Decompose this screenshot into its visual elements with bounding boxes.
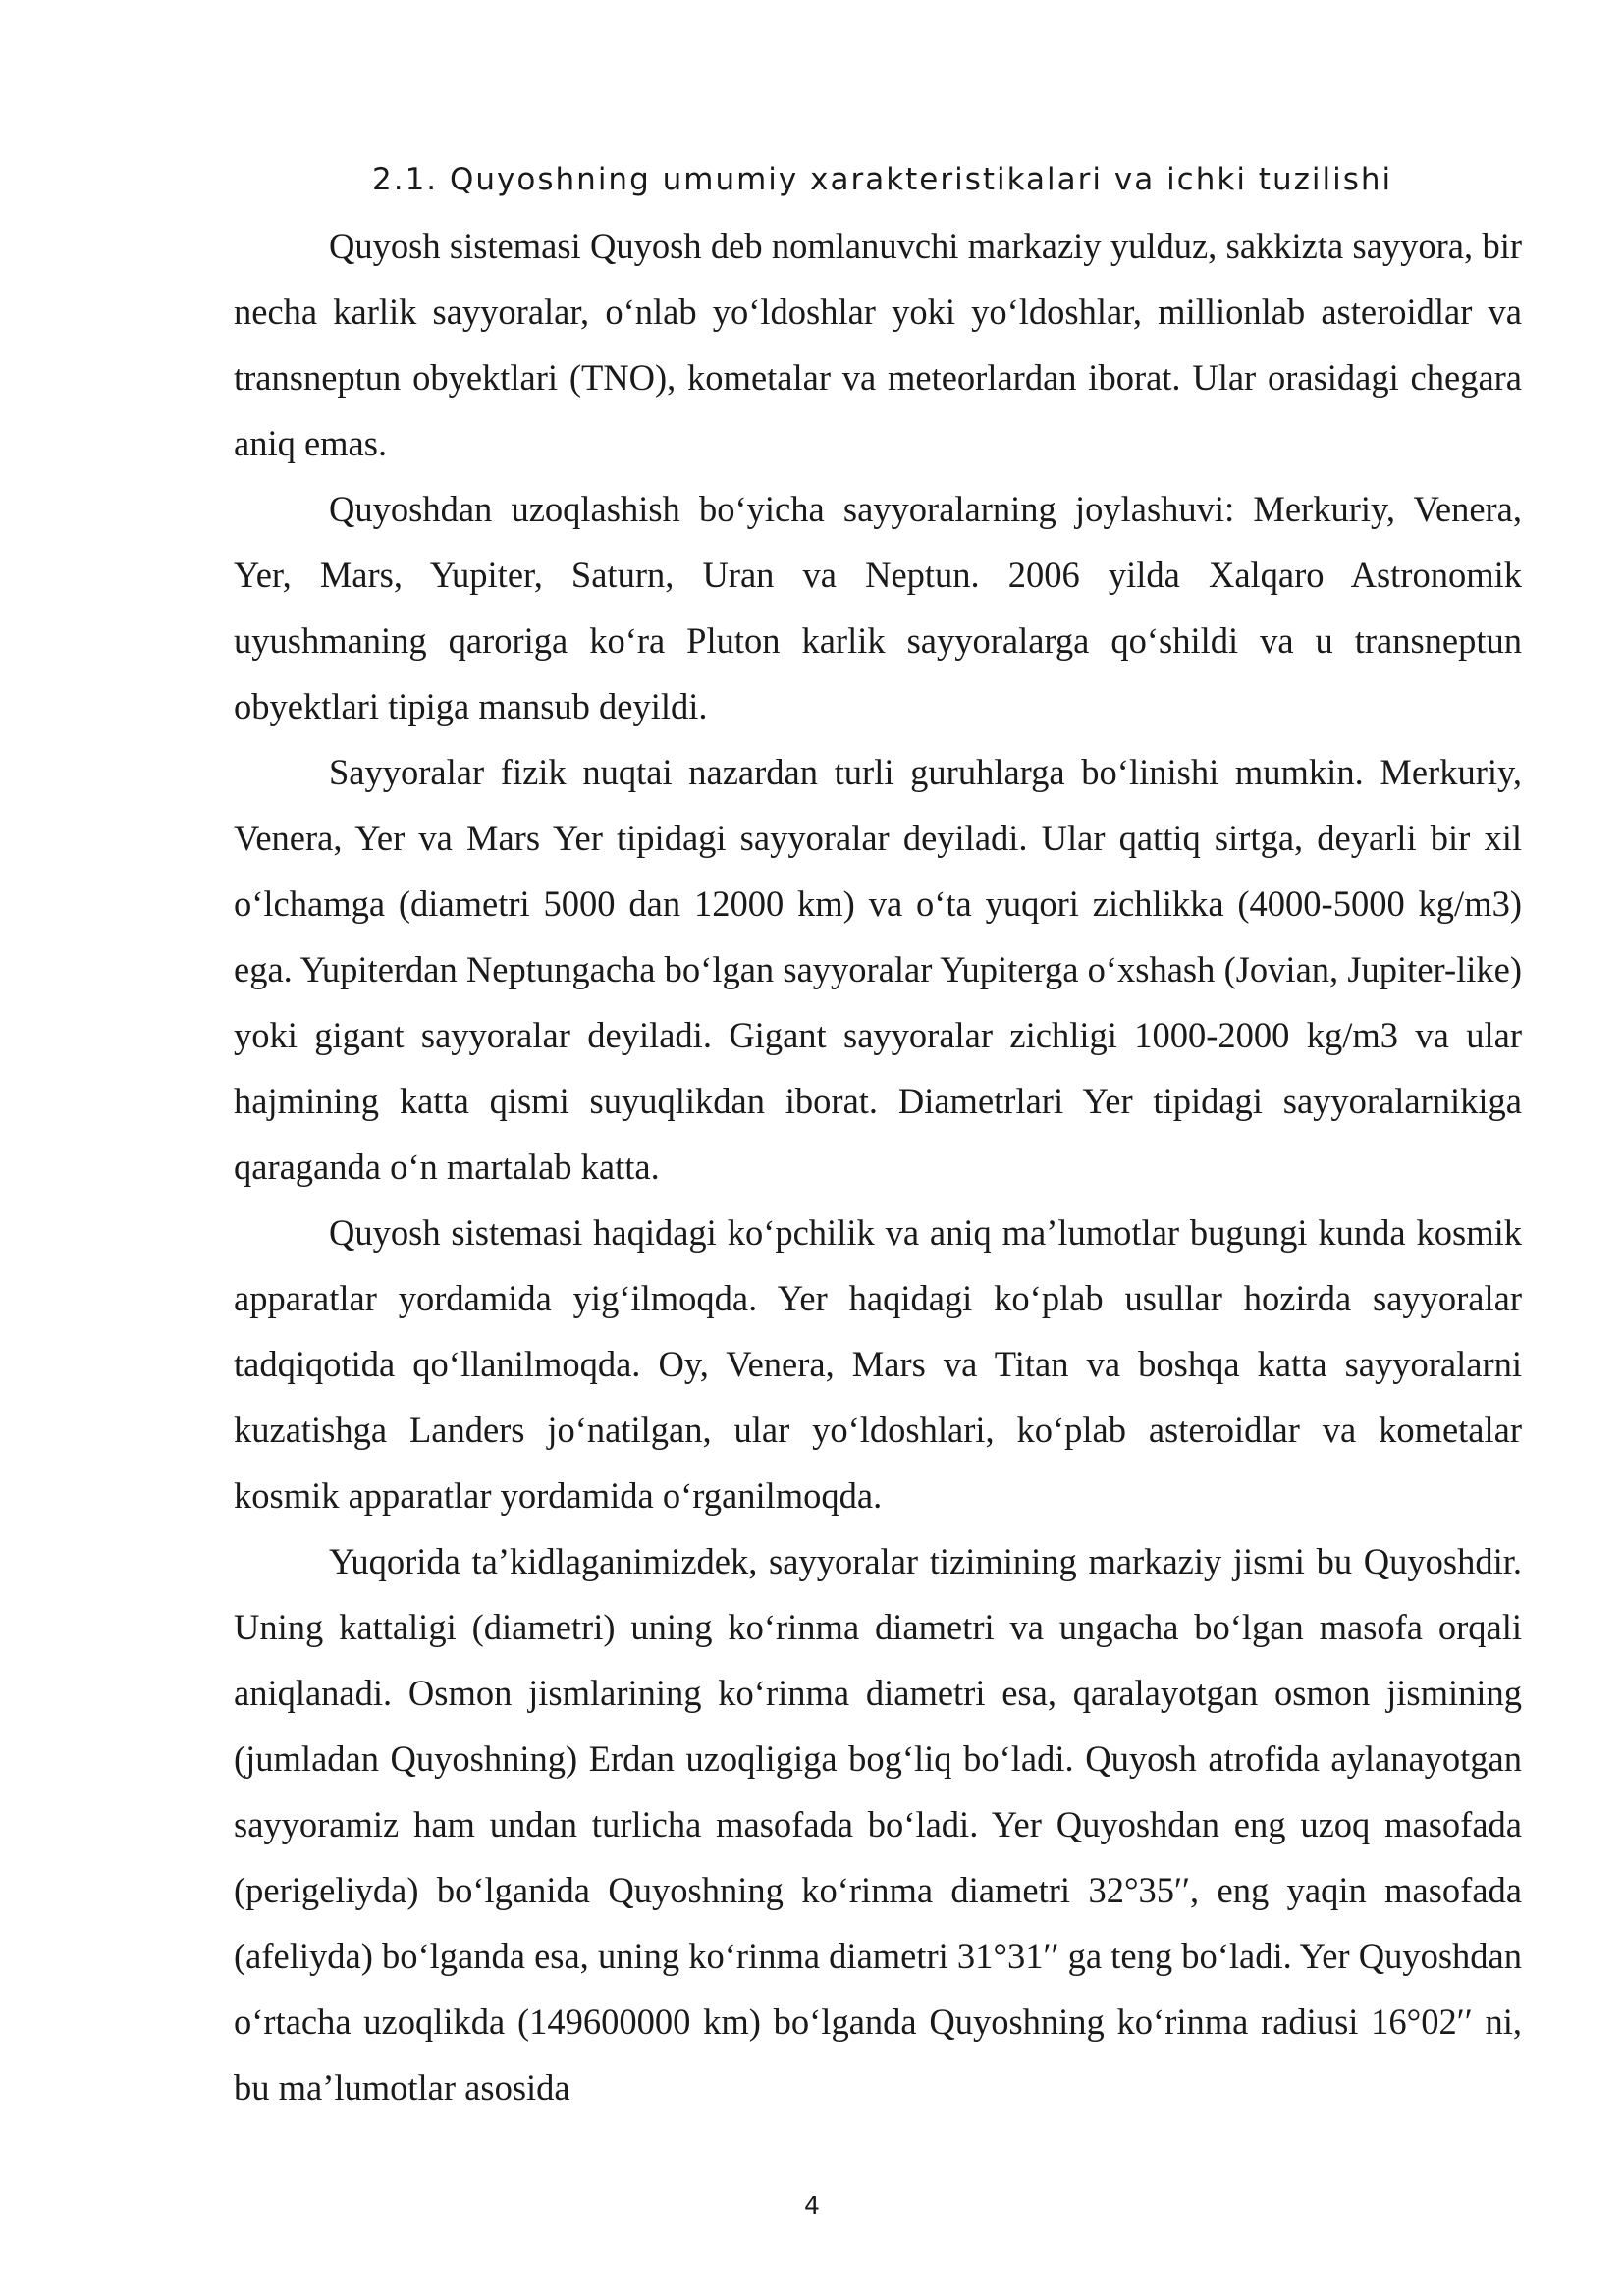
paragraph-sun-diameter: Yuqorida ta’kidlaganimizdek, sayyoralar tizimining markaziy jismi bu Quyoshdir. Uning kattaligi (diametri) uning ko‘rinma diametri va ungacha bo‘lgan masofa orqali aniqlanadi. Osmon jismlarining ko‘rinma diametri esa, qaralayotgan osmon jismining (jumladan Quyoshning) Erdan uzoqligiga bog‘liq bo‘ladi. Quyosh atrofida aylanayotgan sayyoramiz ham undan turlicha masofada bo‘ladi. Yer Quyoshdan eng uzoq masofada (perigeliyda) bo‘lganida Quyoshning ko‘rinma diametri 32°35′′, eng yaqin masofada (afeliyda) bo‘lganda esa, uning ko‘rinma diametri 31°31′′ ga teng bo‘ladi. Yer Quyoshdan o‘rtacha uzoqlikda (149600000 km) bo‘lganda Quyoshning ko‘rinma radiusi 16°02′′ ni, bu ma’lumotlar asosida (234, 1541, 1522, 2108)
section-heading: 2.1. Quyoshning umumiy xarakteristikalari va ichki tuzilishi (372, 162, 1393, 197)
page-number: 4 (804, 2191, 820, 2219)
page-content (234, 147, 1522, 2120)
paragraph-planet-order: Quyoshdan uzoqlashish bo‘yicha sayyoralarning joylashuvi: Merkuriy, Venera, Yer, Mars, Yupiter, Saturn, Uran va Neptun. 2006 yilda Xalqaro Astronomik uyushmaning qaroriga ko‘ra Pluton karlik sayyoralarga qo‘shildi va u transneptun obyektlari tipiga mansub deyildi. (234, 489, 1522, 726)
paragraph-space-research: Quyosh sistemasi haqidagi ko‘pchilik va aniq ma’lumotlar bugungi kunda kosmik apparatlar yordamida yig‘ilmoqda. Yer haqidagi ko‘plab usullar hozirda sayyoralar tadqiqotida qo‘llanilmoqda. Oy, Venera, Mars va Titan va boshqa katta sayyoralarni kuzatishga Landers jo‘natilgan, ular yo‘ldoshlari, ko‘plab asteroidlar va kometalar kosmik apparatlar yordamida o‘rganilmoqda. (234, 1212, 1522, 1516)
paragraph-solar-system-composition: Quyosh sistemasi Quyosh deb nomlanuvchi markaziy yulduz, sakkizta sayyora, bir necha karlik sayyoralar, o‘nlab yo‘ldoshlar yoki yo‘ldoshlar, millionlab asteroidlar va transneptun obyektlari (TNO), kometalar va meteorlardan iborat. Ular orasidagi chegara aniq emas. (234, 226, 1522, 463)
paragraph-planet-groups: Sayyoralar fizik nuqtai nazardan turli guruhlarga bo‘linishi mumkin. Merkuriy, Venera, Yer va Mars Yer tipidagi sayyoralar deyiladi. Ular qattiq sirtga, deyarli bir xil o‘lchamga (diametri 5000 dan 12000 km) va o‘ta yuqori zichlikka (4000-5000 kg/m3) ega. Yupiterdan Neptungacha bo‘lgan sayyoralar Yupiterga o‘xshash (Jovian, Jupiter-like) yoki gigant sayyoralar deyiladi. Gigant sayyoralar zichligi 1000-2000 kg/m3 va ular hajmining katta qismi suyuqlikdan iborat. Diametrlari Yer tipidagi sayyoralarnikiga qaraganda o‘n martalab katta. (234, 752, 1522, 1187)
